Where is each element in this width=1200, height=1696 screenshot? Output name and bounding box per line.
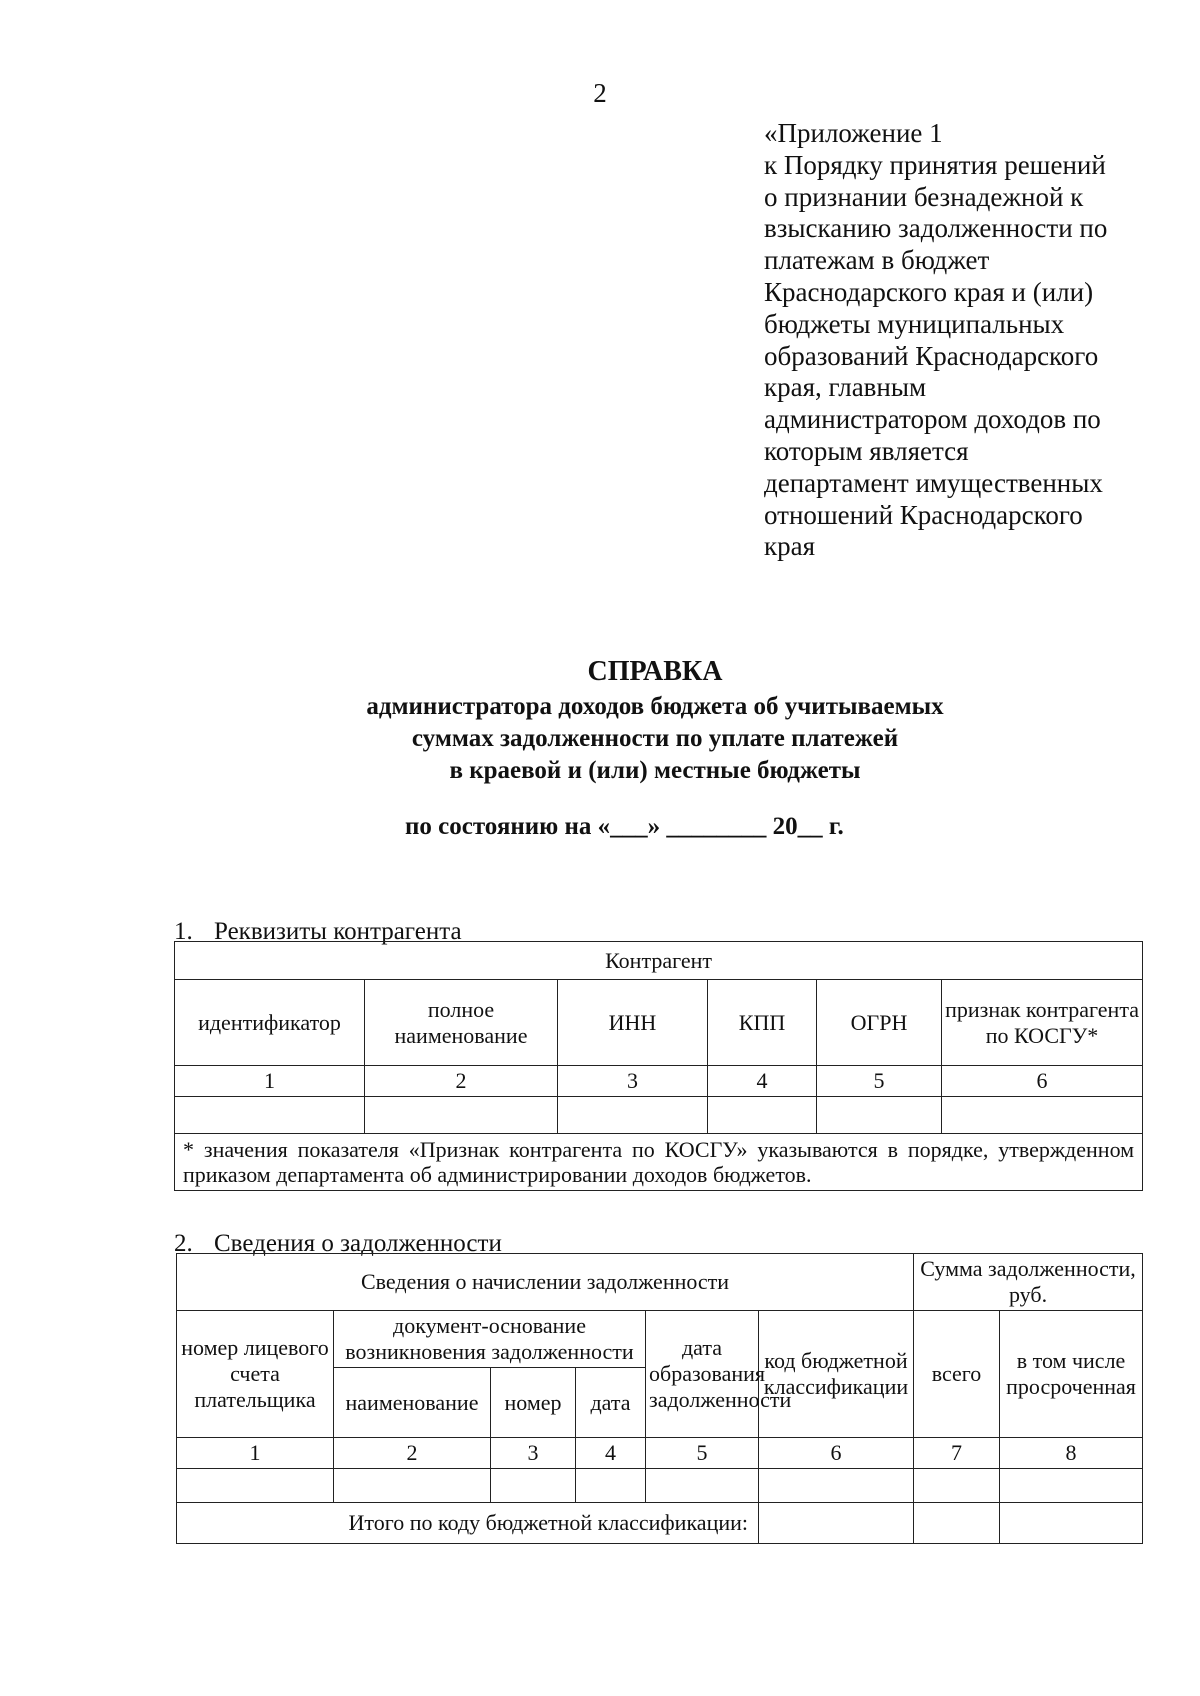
empty-cell bbox=[1000, 1503, 1143, 1544]
section2-number: 2. bbox=[174, 1230, 193, 1257]
col-overdue: в том числе просроченная bbox=[1000, 1311, 1143, 1438]
col-account-number: номер лицевого счета плательщика bbox=[177, 1311, 334, 1438]
col-number: 3 bbox=[558, 1066, 708, 1097]
col-number: 3 bbox=[491, 1438, 576, 1469]
col-number: 5 bbox=[646, 1438, 759, 1469]
col-kpp: КПП bbox=[708, 980, 817, 1066]
col-number: 6 bbox=[942, 1066, 1143, 1097]
empty-cell bbox=[817, 1097, 942, 1134]
col-number: 5 bbox=[817, 1066, 942, 1097]
document-title bbox=[0, 655, 1200, 787]
empty-cell bbox=[334, 1469, 491, 1503]
col-doc-date: дата bbox=[576, 1368, 646, 1438]
annex-line: «Приложение 1 bbox=[764, 118, 943, 148]
section2-title: Сведения о задолженности bbox=[214, 1230, 502, 1257]
sum-group-header: Сумма задолженности, руб. bbox=[914, 1254, 1143, 1311]
col-identifier: идентификатор bbox=[175, 980, 365, 1066]
annex-line: которым является bbox=[764, 435, 969, 466]
annex-line: администратором доходов по bbox=[764, 404, 1101, 435]
section1-number: 1. bbox=[174, 918, 193, 945]
section1-title: Реквизиты контрагента bbox=[214, 918, 462, 945]
empty-cell bbox=[1000, 1469, 1143, 1503]
empty-cell bbox=[177, 1469, 334, 1503]
accrual-group-header: Сведения о начислении задолженности bbox=[177, 1254, 914, 1311]
annex-line: платежам в бюджет bbox=[764, 245, 990, 276]
col-number: 2 bbox=[334, 1438, 491, 1469]
col-doc-number: номер bbox=[491, 1368, 576, 1438]
annex-line: Краснодарского края и (или) bbox=[764, 276, 1094, 307]
annex-line: края, главным bbox=[764, 372, 927, 403]
title-sub-line: администратора доходов бюджета об учитываемых bbox=[366, 693, 944, 720]
col-debt-date: дата образования задолженности bbox=[646, 1311, 759, 1438]
col-number: 1 bbox=[175, 1066, 365, 1097]
counterparty-group-header: Контрагент bbox=[175, 942, 1143, 980]
empty-cell bbox=[558, 1097, 708, 1134]
col-kosgu-sign: признак контрагента по КОСГУ* bbox=[942, 980, 1143, 1066]
title-sub-line: в краевой и (или) местные бюджеты bbox=[449, 757, 861, 784]
empty-cell bbox=[759, 1503, 914, 1544]
empty-cell bbox=[759, 1469, 914, 1503]
empty-cell bbox=[365, 1097, 558, 1134]
annex-line: образований Краснодарского bbox=[764, 340, 1099, 371]
col-full-name: полное наименование bbox=[365, 980, 558, 1066]
counterparty-footnote: * значения показателя «Признак контрагента по КОСГУ» указываются в порядке, утвержденном приказом департамента об администрировании доходов бюджетов. bbox=[175, 1134, 1143, 1191]
annex-line: бюджеты муниципальных bbox=[764, 308, 1065, 339]
annex-line: взысканию задолженности по bbox=[764, 213, 1108, 244]
col-number: 6 bbox=[759, 1438, 914, 1469]
annex-reference bbox=[764, 118, 1174, 563]
col-number: 4 bbox=[576, 1438, 646, 1469]
col-total: всего bbox=[914, 1311, 1000, 1438]
annex-line: департамент имущественных bbox=[764, 467, 1103, 498]
date-line: по состоянию на «___» ________ 20__ г. bbox=[405, 813, 844, 840]
counterparty-table bbox=[174, 941, 1143, 1191]
document-group-header: документ-основание возникновения задолженности bbox=[334, 1311, 646, 1368]
empty-cell bbox=[708, 1097, 817, 1134]
total-by-code-label: Итого по коду бюджетной классификации: bbox=[177, 1503, 759, 1544]
col-budget-code: код бюджетной классификации bbox=[759, 1311, 914, 1438]
annex-line: края bbox=[764, 531, 816, 562]
col-number: 8 bbox=[1000, 1438, 1143, 1469]
empty-cell bbox=[914, 1469, 1000, 1503]
empty-cell bbox=[175, 1097, 365, 1134]
col-inn: ИНН bbox=[558, 980, 708, 1066]
col-number: 4 bbox=[708, 1066, 817, 1097]
col-number: 7 bbox=[914, 1438, 1000, 1469]
empty-cell bbox=[646, 1469, 759, 1503]
col-doc-name: наименование bbox=[334, 1368, 491, 1438]
annex-line: отношений Краснодарского bbox=[764, 499, 1083, 530]
title-main: СПРАВКА bbox=[587, 656, 723, 687]
debt-table bbox=[176, 1253, 1143, 1544]
col-ogrn: ОГРН bbox=[817, 980, 942, 1066]
annex-line: к Порядку принятия решений bbox=[764, 149, 1106, 180]
title-sub-line: суммах задолженности по уплате платежей bbox=[411, 725, 899, 752]
annex-line: о признании безнадежной к bbox=[764, 181, 1084, 212]
page-number: 2 bbox=[593, 78, 607, 108]
empty-cell bbox=[576, 1469, 646, 1503]
empty-cell bbox=[942, 1097, 1143, 1134]
empty-cell bbox=[491, 1469, 576, 1503]
col-number: 1 bbox=[177, 1438, 334, 1469]
col-number: 2 bbox=[365, 1066, 558, 1097]
empty-cell bbox=[914, 1503, 1000, 1544]
